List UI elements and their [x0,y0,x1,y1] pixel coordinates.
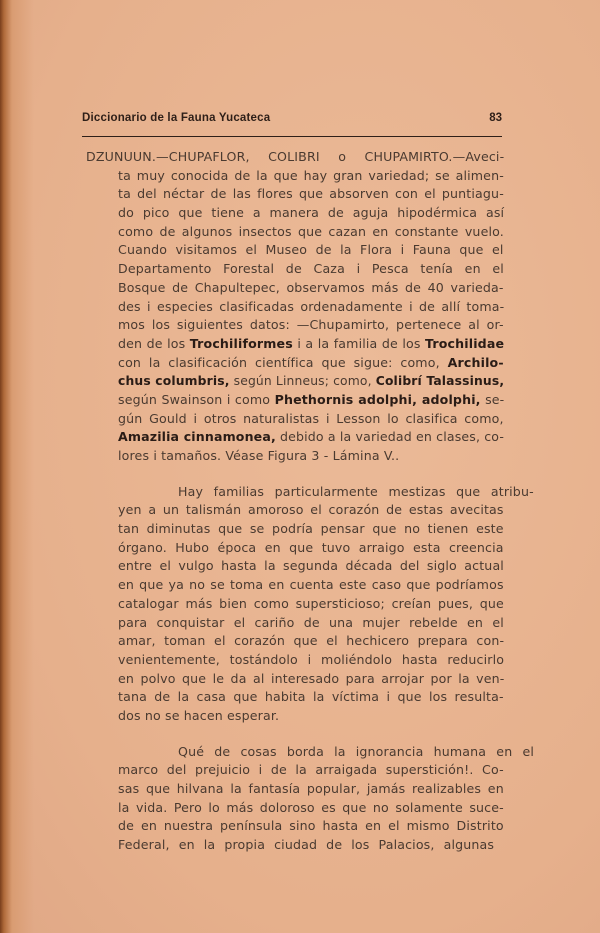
paragraph-line: tan diminutas que se podría pensar que no tienen este [118,521,504,537]
entry-line [118,372,504,391]
entry-line: Bosque de Chapultepec, observamos más de 40 varieda- [118,279,504,295]
entry-line [118,391,504,410]
entry-line [118,447,504,466]
taxon-name: Trochiliformes [189,335,293,351]
text: debido a la variedad en clases, co- [275,429,505,445]
entry-line [118,428,504,447]
paragraph-line: amar, toman el corazón que el hechicero prepara con- [118,633,505,649]
paragraph-line: catalogar más bien como supersticioso; creían pues, que [118,595,504,611]
paragraph-line: dos no se hacen esperar. [118,707,280,723]
paragraph-line: sas que hilvana la fantasía popular, jamás realizables en [118,781,504,796]
running-header [82,112,502,128]
paragraph-line: tana de la casa que habita la víctima i que los resulta- [118,689,504,705]
taxon-name: Trochilidae [425,335,505,351]
paragraph-line: de en nuestra península sino hasta en el mismo Distrito [118,818,504,834]
running-title: Diccionario de la Fauna Yucateca [82,112,271,124]
taxon-name: Colibrí Talassinus, [375,373,505,389]
header-rule [82,136,502,137]
taxon-name: Phethornis adolphi, adolphi, [274,391,481,407]
paragraph-line: en polvo que le da al interesado para arrojar por la ven- [118,670,505,686]
taxon-name: Archilo- [447,354,504,370]
text: i a la familia de los [292,335,426,351]
page-number: 83 [489,112,502,124]
text: lores i tamaños. Véase Figura 3 - Lámina V.. [118,448,400,463]
entry-line: como de algunos insectos que cazan en constante vuelo. [118,223,504,239]
paragraph-line: para conquistar el cariño de una mujer rebelde en el [118,614,504,630]
paragraph-line: marco del prejuicio i de la arraigada superstición!. Co- [118,762,504,778]
paragraph-line: la vida. Pero lo más doloroso es que no solamente suce- [118,799,504,815]
text: según Linneus; como, [229,373,376,389]
entry-line [118,335,504,354]
taxon-name: Amazilia cinnamonea, [118,429,276,445]
entry-line [118,410,504,429]
text: con la clasificación científica que sigue: como, [118,354,448,370]
entry-line: ta muy conocida de la que hay gran variedad; se alimen- [118,167,504,183]
entry-line: Departamento Forestal de Caza i Pesca tenía en el [118,261,504,277]
text: se- [480,391,505,407]
text: según Swainson i como [118,391,275,407]
entry-line: do pico que tiene a manera de aguja hipodérmica así [118,205,505,221]
entry-line: Cuando visitamos el Museo de la Flora i Fauna que el [118,242,504,258]
paragraph-line: órgano. Hubo época en que tuvo arraigo esta creencia [118,539,504,555]
paragraph-line: en que ya no se toma en cuenta este caso que podríamos [118,577,504,593]
paragraph-line: Federal, en la propia ciudad de los Palacios, algunas [118,837,495,853]
taxon-name: chus columbris, [118,373,230,389]
text: gún Gould i otros naturalistas i Lesson lo clasifica como, [118,410,504,426]
text: den de los [118,335,190,351]
paragraph-line: Hay familias particularmente mestizas que atribu- [178,483,534,499]
entry-line: mos los siguientes datos: —Chupamirto, pertenece al or- [118,317,504,333]
paragraph-line: entre el vulgo hasta la segunda década del siglo actual [118,558,504,574]
entry-line: ta del néctar de las flores que absorven con el puntiagu- [118,186,504,202]
entry-line: DZUNUUN.—CHUPAFLOR, COLIBRI o CHUPAMIRTO.—Aveci- [86,149,505,164]
paragraph-line: Qué de cosas borda la ignorancia humana en el [178,743,535,759]
paragraph-line: venientemente, tostándolo i moliéndolo hasta reducirlo [118,651,505,667]
paragraph-line: yen a un talismán amoroso el corazón de estas avecitas [118,502,504,518]
entry-line: des i especies clasificadas ordenadamente i de allí toma- [118,298,505,314]
entry-line [118,354,504,373]
page-body [86,148,535,855]
